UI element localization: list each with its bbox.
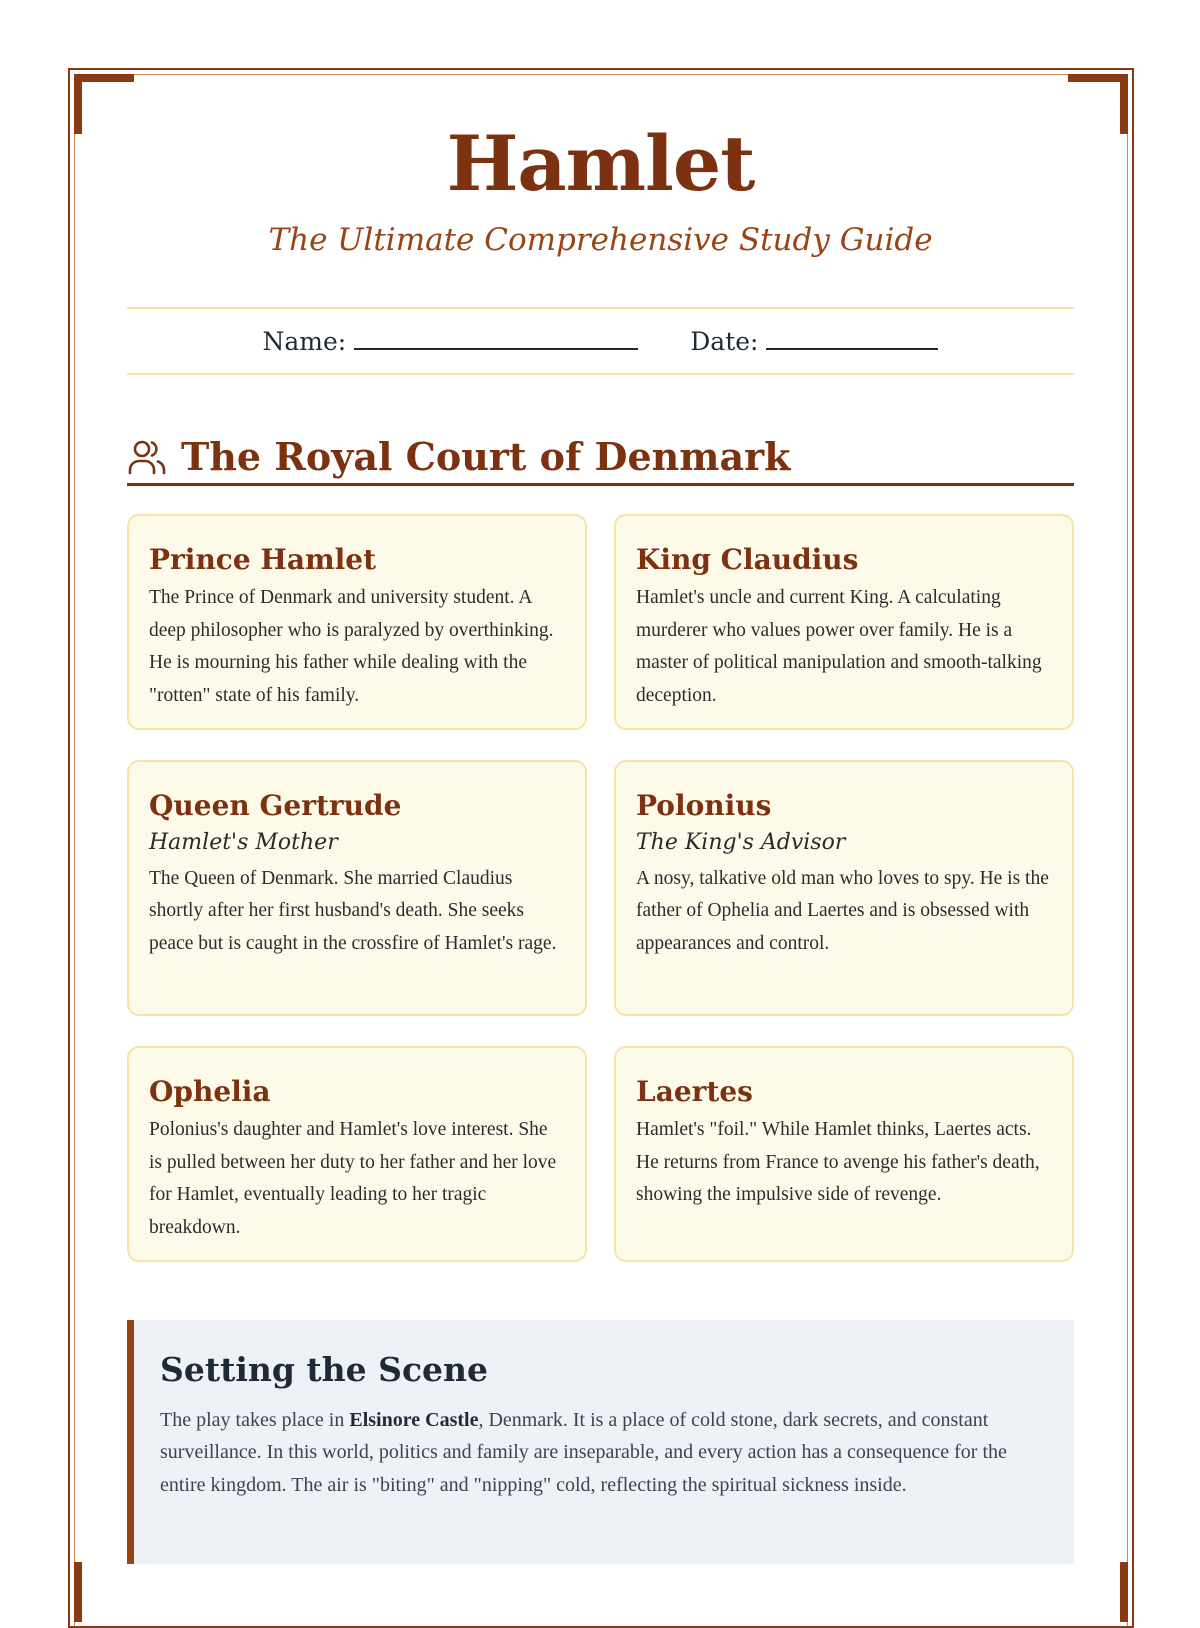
setting-the-scene-box — [127, 1320, 1074, 1564]
page-title: Hamlet — [446, 119, 755, 208]
scene-text-end: , Denmark. It is a place of cold stone, dark secrets, and constant surveillance. In this world, politics and family are inseparable, and every action has a consequence for the entire kingdom. The air is "biting" and "nipping" cold, reflecting the spiritual sickness inside. — [160, 1408, 1007, 1496]
character-description: The Queen of Denmark. She married Claudius shortly after her first husband's death. She seeks peace but is caught in the crossfire of Hamlet's rage. — [149, 867, 557, 954]
character-description: Hamlet's uncle and current King. A calculating murderer who values power over family. He is a master of political manipulation and smooth-talking deception. — [636, 587, 1042, 706]
date-label: Date: — [690, 326, 759, 356]
character-card — [127, 1046, 587, 1262]
character-role: The King's Advisor — [636, 830, 846, 856]
section-heading — [127, 430, 1074, 486]
character-name: Prince Hamlet — [149, 543, 377, 576]
character-card — [127, 760, 587, 1016]
name-label: Name: — [262, 326, 347, 356]
character-description: A nosy, talkative old man who loves to spy. He is the father of Ophelia and Laertes and is obsessed with appearances and control. — [636, 867, 1049, 954]
character-card — [614, 1046, 1074, 1262]
name-blank-line[interactable] — [354, 334, 638, 350]
scene-text-start: The play takes place in — [160, 1408, 350, 1431]
character-role: Hamlet's Mother — [149, 830, 338, 856]
character-card — [614, 760, 1074, 1016]
character-name: Laertes — [636, 1075, 753, 1108]
corner-ornament-bottom-left — [74, 1562, 134, 1622]
character-name: Queen Gertrude — [149, 789, 402, 822]
corner-ornament-top-right — [1068, 74, 1128, 134]
character-description: The Prince of Denmark and university student. A deep philosopher who is paralyzed by overthinking. He is mourning his father while dealing with the "rotten" state of his family. — [149, 587, 554, 706]
character-name: Ophelia — [149, 1075, 271, 1108]
corner-ornament-top-left — [74, 74, 134, 134]
scene-location-bold: Elsinore Castle — [349, 1408, 479, 1431]
character-description: Hamlet's "foil." While Hamlet thinks, Laertes acts. He returns from France to avenge his father's death, showing the impulsive side of revenge. — [636, 1119, 1040, 1206]
scene-title: Setting the Scene — [160, 1350, 489, 1389]
people-icon — [127, 437, 167, 477]
date-field[interactable] — [690, 327, 938, 356]
section-title: The Royal Court of Denmark — [181, 433, 791, 479]
name-field[interactable] — [263, 327, 639, 356]
scene-text — [160, 1404, 1042, 1502]
date-blank-line[interactable] — [766, 334, 938, 350]
character-card — [614, 514, 1074, 730]
character-name: King Claudius — [636, 543, 859, 576]
page-subtitle: The Ultimate Comprehensive Study Guide — [268, 222, 933, 258]
corner-ornament-bottom-right — [1068, 1562, 1128, 1622]
character-description: Polonius's daughter and Hamlet's love interest. She is pulled between her duty to her father and her love for Hamlet, eventually leading to her tragic breakdown. — [149, 1119, 557, 1238]
name-date-row — [127, 307, 1074, 375]
character-name: Polonius — [636, 789, 772, 822]
character-card — [127, 514, 587, 730]
